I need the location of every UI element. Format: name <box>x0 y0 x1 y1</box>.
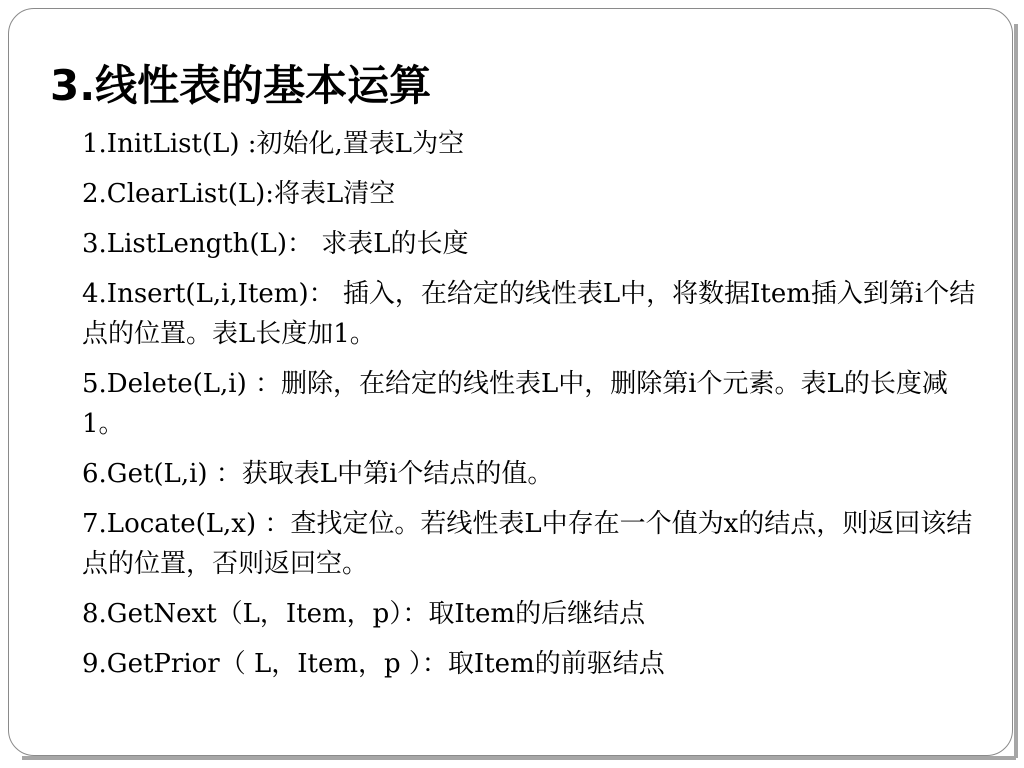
list-item-delete: 5.Delete(L,i) ：删除，在给定的线性表L中，删除第i个元素。表L的长度减1。 <box>82 369 948 439</box>
frame-shadow-bottom <box>22 756 1016 760</box>
list-item-clearlist: 2.ClearList(L):将表L清空 <box>82 179 396 209</box>
list-item-get: 6.Get(L,i) ：获取表L中第i个结点的值。 <box>82 459 554 489</box>
list-item-insert: 4.Insert(L,i,Item)： 插入，在给定的线性表L中，将数据Item插入到第i个结点的位置。表L长度加1。 <box>82 279 976 349</box>
list-item-locate: 7.Locate(L,x) ：查找定位。若线性表L中存在一个值为x的结点，则返回该结点的位置，否则返回空。 <box>82 509 973 579</box>
list-item-getnext: 8.GetNext（L，Item，p）：取Item的后继结点 <box>82 599 646 629</box>
slide-title: 3.线性表的基本运算 <box>50 61 432 110</box>
list-item-initlist: 1.InitList(L) :初始化,置表L为空 <box>82 129 465 159</box>
list-item-getprior: 9.GetPrior（ L，Item，p ）：取Item的前驱结点 <box>82 649 665 679</box>
operation-list <box>82 124 982 694</box>
list-item-listlength: 3.ListLength(L)： 求表L的长度 <box>82 229 469 259</box>
frame-shadow-right <box>1014 24 1018 758</box>
